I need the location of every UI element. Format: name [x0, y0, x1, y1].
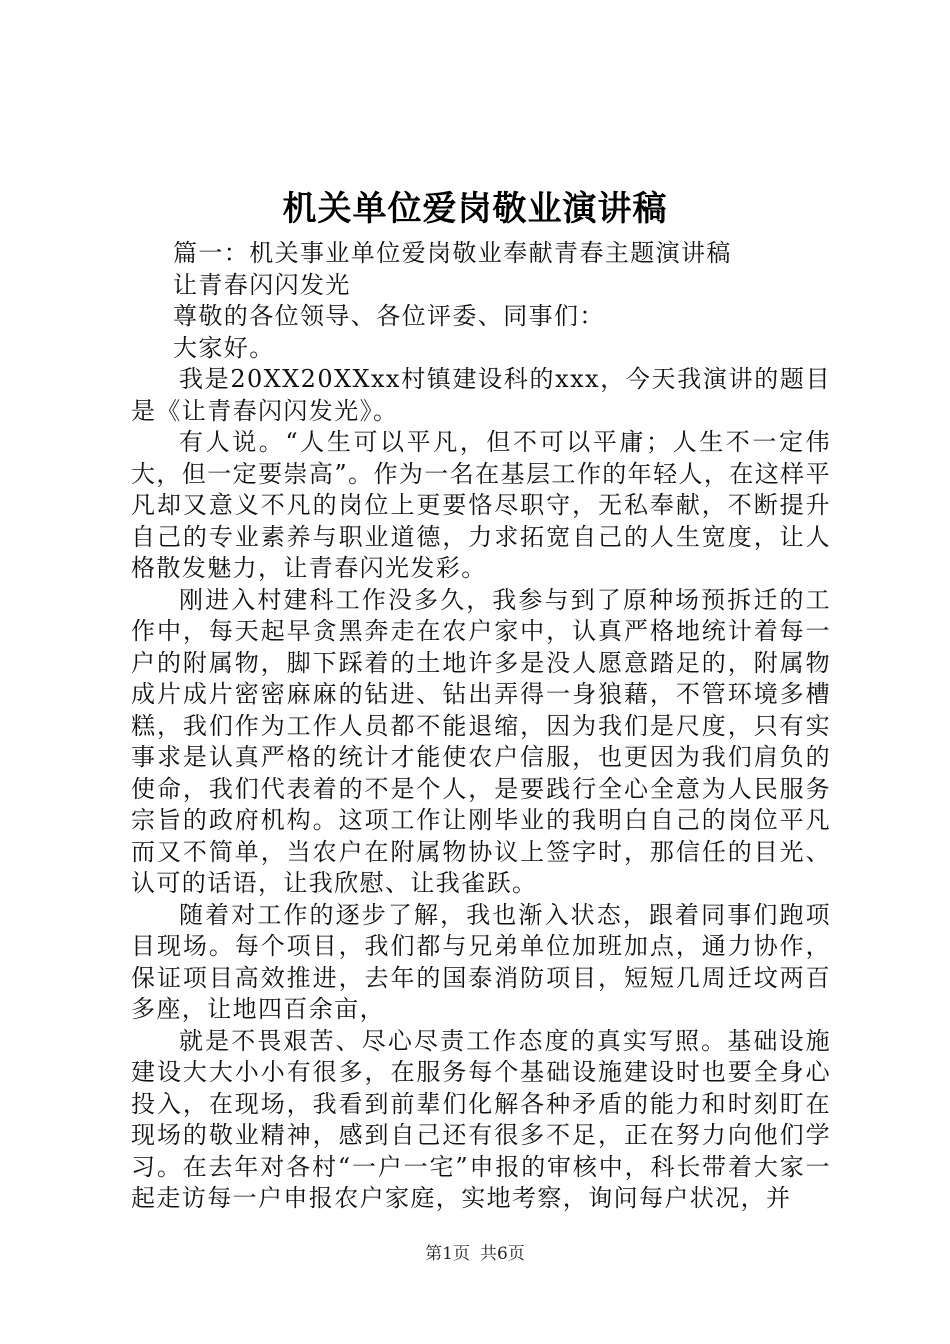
paragraph-introduction: 我是20XX20XXxx村镇建设科的xxx，今天我演讲的题目是《让青春闪闪发光》。 [131, 365, 831, 425]
page-number: 第1页 [425, 1244, 470, 1264]
page-total: 共6页 [480, 1244, 525, 1264]
paragraph-body: 刚进入村建科工作没多久，我参与到了原种场预拆迁的工作中，每天起早贪黑奔走在农户家中，认真严格地统计着每一户的附属物，脚下踩着的土地许多是没人愿意踏足的，附属物成片成片密密麻麻的钻进、钻出弄得一身狼藉，不管环境多槽糕，我们作为工作人员都不能退缩，因为我们是尺度，只有实事求是认真严格的统计才能使农户信服，也更因为我们肩负的使命，我们代表着的不是个人，是要践行全心全意为人民服务宗旨的政府机构。这项工作让刚毕业的我明白自己的岗位平凡而又不简单，当农户在附属物协议上签字时，那信任的目光、认可的话语，让我欣慰、让我雀跃。 [131, 585, 831, 897]
paragraph-body: 随着对工作的逐步了解，我也渐入状态，跟着同事们跑项目现场。每个项目，我们都与兄弟单位加班加点，通力协作，保证项目高效推进，去年的国泰消防项目，短短几周迁坟两百多座，让地四百余亩， [131, 900, 831, 1023]
paragraph-speech-title: 让青春闪闪发光 [173, 270, 351, 299]
document-body [131, 238, 831, 1215]
document-title: 机关单位爱岗敬业演讲稿 [282, 189, 668, 229]
paragraph-body: 就是不畏艰苦、尽心尽责工作态度的真实写照。基础设施建设大大小小有很多，在服务每个基础设施建设时也要全身心投入，在现场，我看到前辈们化解各种矛盾的能力和时刻盯在现场的敬业精神，感到自己还有很多不足，正在努力向他们学习。在去年对各村“一户一宅”申报的审核中，科长带着大家一起走访每一户申报农户家庭，实地考察，询问每户状况，并 [131, 1026, 831, 1212]
paragraph-greeting: 大家好。 [173, 333, 275, 362]
paragraph-section-heading: 篇一：机关事业单位爱岗敬业奉献青春主题演讲稿 [173, 239, 732, 267]
paragraph-body: 有人说。“人生可以平凡，但不可以平庸；人生不一定伟大，但一定要崇高”。作为一名在基层工作的年轻人，在这样平凡却又意义不凡的岗位上更要恪尽职守，无私奉献，不断提升自己的专业素养与职业道德，力求拓宽自己的人生宽度，让人格散发魅力，让青春闪光发彩。 [131, 428, 831, 582]
page-footer [0, 1243, 950, 1265]
paragraph-salutation: 尊敬的各位领导、各位评委、同事们： [173, 302, 605, 330]
